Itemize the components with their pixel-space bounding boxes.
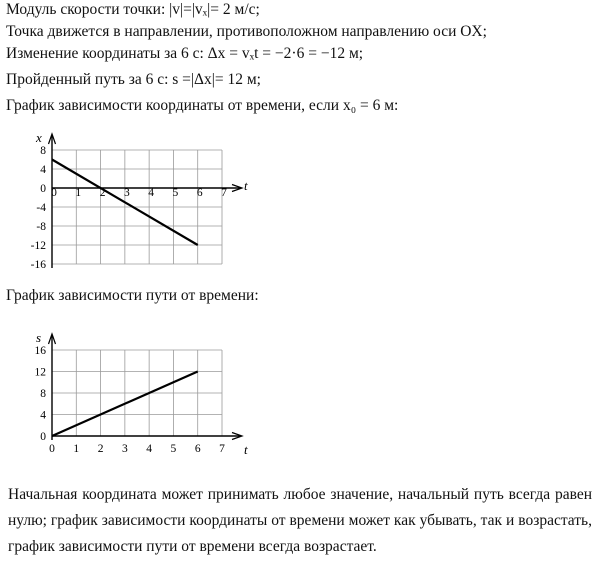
x-tick-label: 4: [146, 443, 153, 455]
x-axis-label: t: [244, 178, 248, 193]
x-tick-label: 3: [121, 443, 128, 455]
x-tick-label: 1: [73, 443, 80, 455]
x-tick-label: 5: [172, 187, 179, 199]
x-tick-label: 7: [219, 443, 225, 455]
x-tick-label: 6: [194, 443, 201, 455]
y-tick-label: 4: [40, 164, 46, 176]
text-line-path: Пройденный путь за 6 с: s =|Δx|= 12 м;: [6, 71, 261, 88]
x-tick-label: 7: [221, 187, 227, 199]
coordinate-time-chart: [10, 118, 270, 278]
y-axis-label: s: [36, 330, 42, 345]
y-tick-label: 12: [34, 366, 46, 379]
y-tick-label: -16: [30, 259, 46, 271]
y-tick-label: 4: [40, 409, 46, 422]
x-tick-label: 4: [148, 187, 155, 199]
x-tick-label: 2: [99, 187, 106, 199]
x-tick-label: 2: [97, 443, 104, 455]
text-line-graph2-caption: График зависимости пути от времени:: [6, 287, 259, 304]
path-time-chart: [10, 306, 270, 466]
y-tick-label: -4: [36, 202, 46, 214]
y-tick-label: 16: [34, 345, 46, 357]
x-axis-label: t: [244, 442, 248, 457]
y-tick-label: 0: [40, 431, 46, 443]
x-tick-label: 5: [170, 443, 177, 455]
y-tick-label: 0: [40, 183, 46, 195]
y-tick-label: 8: [40, 388, 46, 400]
y-tick-label: -12: [30, 240, 46, 252]
text-line-direction: Точка движется в направлении, противоположном направлению оси OX;: [6, 23, 487, 40]
y-axis-label: x: [36, 130, 42, 145]
x-tick-label: 0: [51, 187, 57, 199]
y-tick-label: 8: [40, 145, 46, 157]
conclusion-paragraph: Начальная координата может принимать любое значение, начальный путь всегда равен нулю; график зависимости координаты от времени может как убывать, так и возрастать, график зависимости пути от времени всегда возрастает.: [8, 486, 592, 555]
text-line-speed: Модуль скорости точки: |v|=|vₓ|= 2 м/с;: [6, 1, 260, 18]
text-line-displacement: Изменение координаты за 6 с: Δx = vₓt = −2·6 = −12 м;: [6, 45, 364, 62]
x-tick-label: 6: [196, 187, 203, 199]
y-tick-label: -8: [36, 221, 46, 233]
x-tick-label: 3: [123, 187, 130, 199]
text-line-graph1-caption: График зависимости координаты от времени, если x₀ = 6 м:: [6, 97, 399, 114]
x-tick-label: 0: [49, 443, 55, 455]
x-tick-label: 1: [75, 187, 82, 199]
